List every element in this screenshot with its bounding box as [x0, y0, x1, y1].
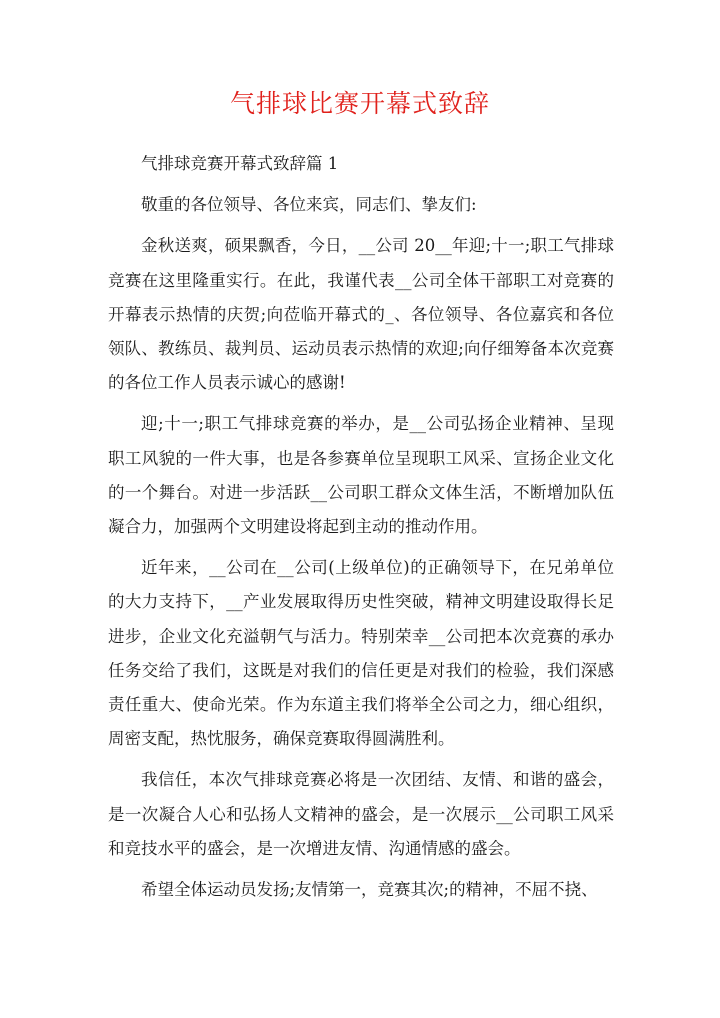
paragraph-significance: 迎;十一;职工气排球竞赛的举办，是__公司弘扬企业精神、呈现职工风貌的一件大事，也是各参赛单位呈现职工风采、宣扬企业文化的一个舞台。对进一步活跃__公司职工群众文体生活，不断增加队伍凝合力，加强两个文明建设将起到主动的推动作用。	[108, 414, 614, 537]
paragraph-belief: 我信任，本次气排球竞赛必将是一次团结、友情、和谐的盛会，是一次凝合人心和弘扬人文精神的盛会，是一次展示__公司职工风采和竞技水平的盛会，是一次增进友情、沟通情感的盛会。	[108, 770, 614, 858]
document-body	[108, 147, 614, 914]
paragraph-hope: 希望全体运动员发扬;友情第一，竞赛其次;的精神，不屈不挠、	[141, 880, 598, 900]
paragraph-opening: 金秋送爽，硕果飘香，今日，__公司 20__年迎;十一;职工气排球竞赛在这里隆重实行。在此，我谨代表__公司全体干部职工对竞赛的开幕表示热情的庆贺;向莅临开幕式的_、各位领导、各位嘉宾和各位领队、教练员、裁判员、运动员表示热情的欢迎;向仔细筹备本次竞赛的各位工作人员表示诚心的感谢!	[108, 236, 614, 393]
paragraph-greeting: 敬重的各位领导、各位来宾，同志们、挚友们:	[141, 195, 477, 215]
document-title: 气排球比赛开幕式致辞	[229, 89, 490, 118]
section-subtitle: 气排球竞赛开幕式致辞篇 1	[141, 154, 339, 173]
paragraph-background: 近年来，__公司在__公司(上级单位)的正确领导下，在兄弟单位的大力支持下，__产业发展取得历史性突破，精神文明建设取得长足进步，企业文化充溢朝气与活力。特别荣幸__公司把本次竞赛的承办任务交给了我们，这既是对我们的信任更是对我们的检验，我们深感责任重大、使命光荣。作为东道主我们将举全公司之力，细心组织，周密支配，热忱服务，确保竞赛取得圆满胜利。	[108, 558, 614, 749]
